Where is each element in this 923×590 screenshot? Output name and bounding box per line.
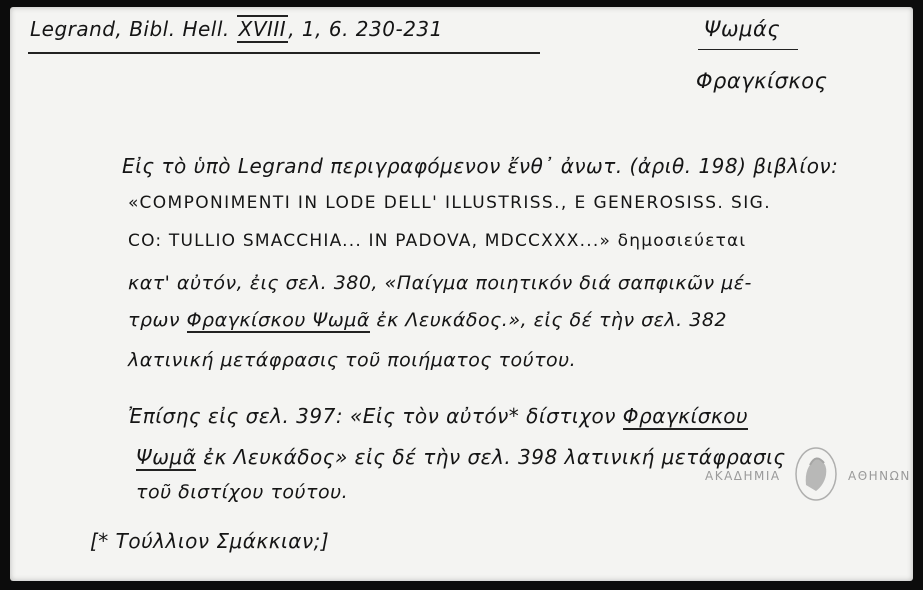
reference-author: Legrand, Bibl. Hell. [30, 17, 230, 41]
watermark-left-text: ΑΚΑΔΗΜΙΑ [705, 469, 781, 483]
body-line-5 [128, 309, 727, 331]
underlined-name: Φραγκίσκου [622, 404, 749, 428]
body-line-5-start: τρων [128, 309, 187, 331]
body-line-8-end: ἐκ Λευκάδος» εἰς δέ τὴν σελ. 398 λατινική μετάφρασις [196, 445, 786, 469]
body-line-7-start: Ἐπίσης εἰς σελ. 397: «Eἰς τὸν αὐτόν* δίστιχον [128, 404, 623, 428]
body-line-2: «COMPONIMENTI IN LODE DELL' ILLUSTRISS., E GENEROSISS. SIG. [128, 193, 772, 213]
surname-underline [698, 49, 798, 50]
watermark-right-text: ΑΘΗΝΩΝ [848, 469, 911, 483]
surname: Ψωμάς [704, 17, 781, 41]
academy-seal-icon [792, 445, 840, 503]
body-line-4: κατ' αὐτόν, ἐις σελ. 380, «Παίγμα ποιητικόν διά σαπφικῶν μέ- [128, 272, 752, 294]
body-line-5-end: ἐκ Λευκάδος.», εἰς δέ τὴν σελ. 382 [369, 309, 728, 331]
footnote: [* Τούλλιον Σμάκκιαν;] [90, 529, 330, 553]
reference-volume: XVIII [238, 17, 287, 41]
reference-underline [28, 52, 540, 54]
catalog-card [10, 7, 913, 581]
body-line-8 [136, 445, 786, 469]
underlined-name: Ψωμᾶ [136, 445, 197, 469]
body-line-6: λατινική μετάφρασις τοῦ ποιήματος τούτου. [128, 349, 577, 371]
given-name: Φραγκίσκος [696, 69, 828, 93]
body-line-7 [128, 404, 748, 428]
bibliographic-reference [30, 17, 443, 41]
body-line-3: CO: TULLIO SMACCHIA... IN PADOVA, MDCCXXX...» δημοσιεύεται [128, 231, 747, 251]
body-line-9: τοῦ διστίχου τούτου. [136, 481, 349, 503]
reference-pages: , 1, 6. 230-231 [288, 17, 443, 41]
body-line-1: Eἰς τὸ ὑπὸ Legrand περιγραφόμενον ἔνθ᾽ ἀνωτ. (ἀριθ. 198) βιβλίον: [122, 154, 839, 178]
underlined-name: Φραγκίσκου Ψωμᾶ [186, 309, 370, 331]
